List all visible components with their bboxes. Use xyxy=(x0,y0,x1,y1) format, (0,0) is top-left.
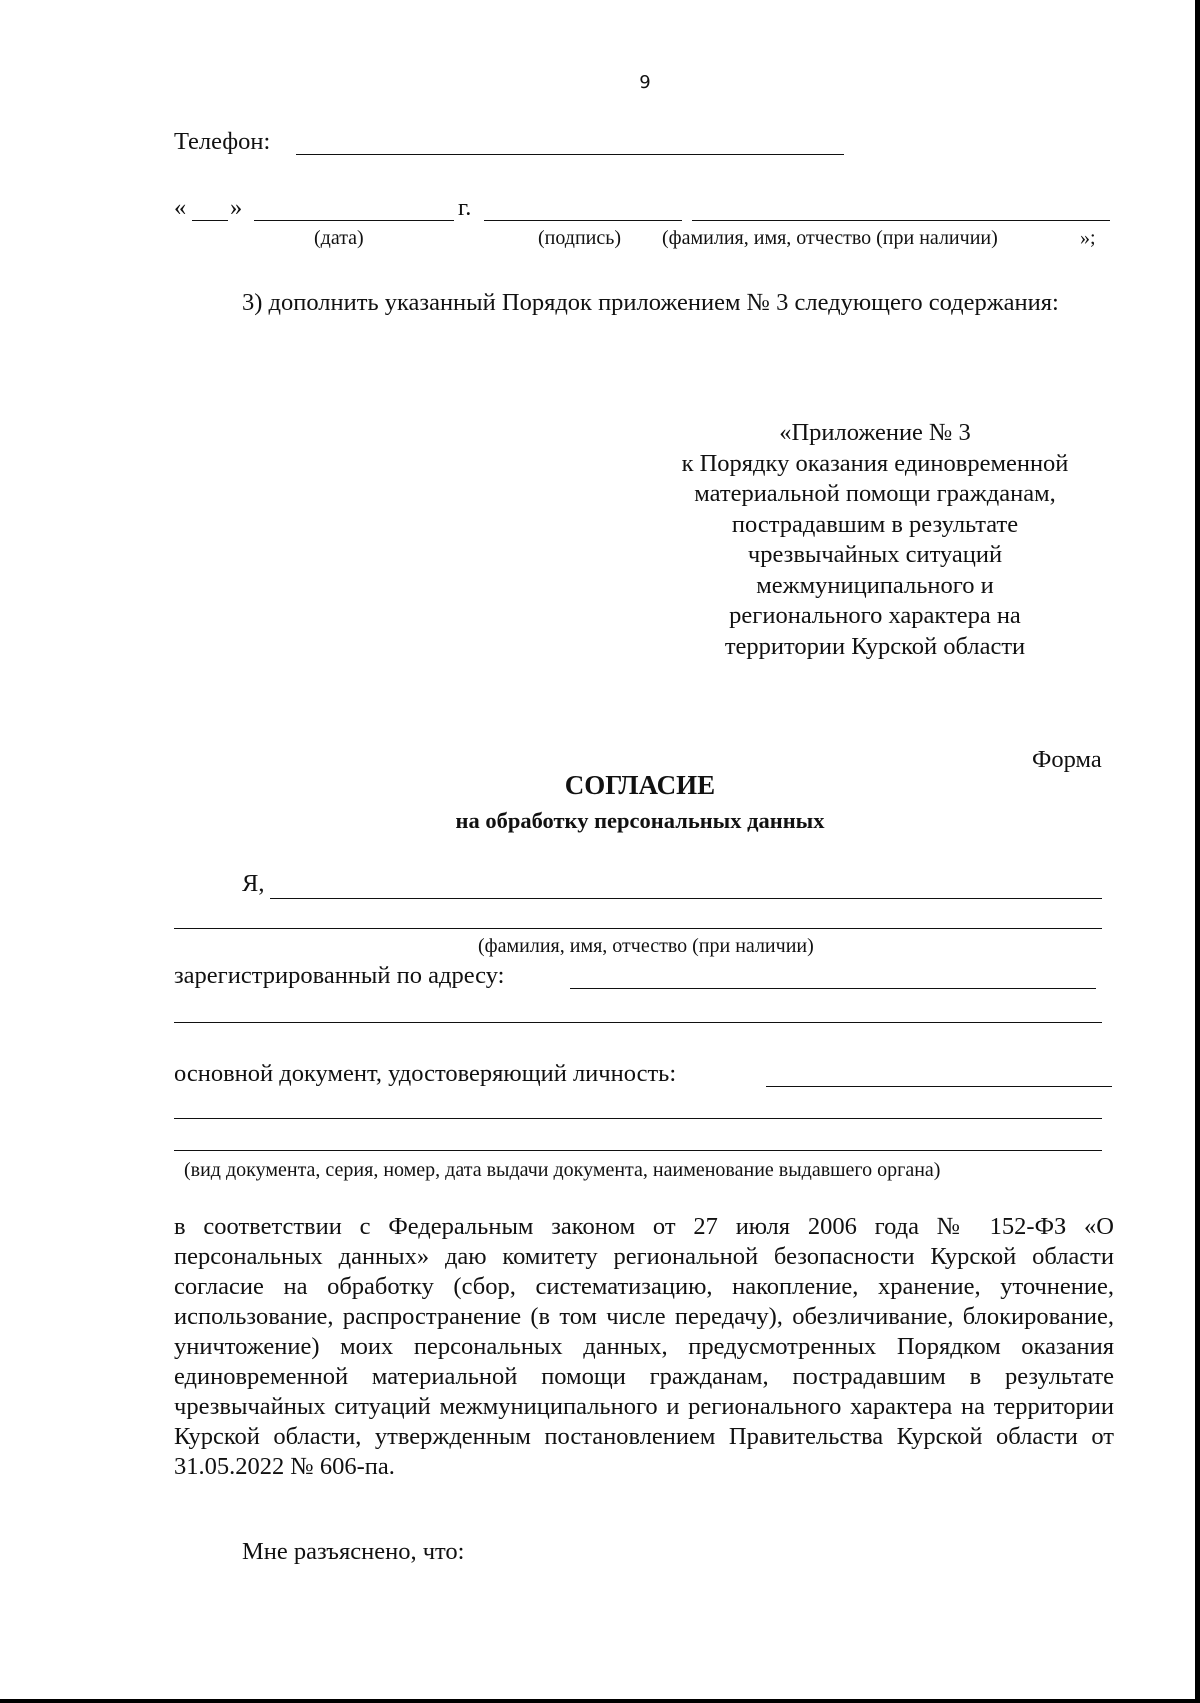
fullname-line-1[interactable] xyxy=(270,898,1102,899)
caption-document: (вид документа, серия, номер, дата выдачи документа, наименование выдавшего органа) xyxy=(184,1159,941,1181)
appendix-line: к Порядку оказания единовременной xyxy=(681,449,1069,477)
fullname-line-2[interactable] xyxy=(174,928,1102,929)
signature-input-line[interactable] xyxy=(484,220,682,221)
address-line-1[interactable] xyxy=(570,988,1096,989)
scan-border-bottom xyxy=(0,1699,1200,1703)
page-number: 9 xyxy=(639,72,651,93)
caption-end: »; xyxy=(1080,227,1096,249)
document-line-2[interactable] xyxy=(174,1118,1102,1119)
i-label: Я, xyxy=(242,870,265,897)
year-suffix: г. xyxy=(458,194,472,221)
caption-signature: (подпись) xyxy=(538,227,622,249)
form-title: СОГЛАСИЕ xyxy=(564,770,716,800)
appendix-line: территории Курской области xyxy=(724,632,1026,660)
form-label: Форма xyxy=(1032,746,1102,773)
address-line-2[interactable] xyxy=(174,1022,1102,1023)
appendix-line: межмуниципального и xyxy=(756,571,994,599)
appendix-line: чрезвычайных ситуаций xyxy=(747,541,1003,568)
date-close-quote: » xyxy=(230,194,243,221)
month-input-line[interactable] xyxy=(254,220,454,221)
caption-date: (дата) xyxy=(314,227,364,249)
day-input-line[interactable] xyxy=(192,220,228,221)
phone-input-line[interactable] xyxy=(296,154,844,155)
appendix-header xyxy=(640,418,1110,662)
phone-label: Телефон: xyxy=(174,128,271,155)
consent-paragraph: в соответствии с Федеральным законом от 27 июля 2006 года № 152-ФЗ «О персональных данных» даю комитету региональной безопасности Курской области согласие на обработку (сбор, систематизацию, накопление, хранение, уточнение, использование, распространение (в том числе передачу), обезличивание, блокирование, уничтожение) моих персональных данных, предусмотренных Порядком оказания единовременной материальной помощи гражданам, пострадавшим в результате чрезвычайных ситуаций межмуниципального и регионального характера на территории Курской области, утвержденным постановлением Правительства Курской области от 31.05.2022 № 606-па. xyxy=(174,1213,1114,1480)
caption-fullname: (фамилия, имя, отчество (при наличии) xyxy=(662,227,998,249)
amendment-paragraph: 3) дополнить указанный Порядок приложением № 3 следующего содержания: xyxy=(242,289,1059,316)
fullname-input-line[interactable] xyxy=(692,220,1110,221)
document-line-3[interactable] xyxy=(174,1150,1102,1151)
date-open-quote: « xyxy=(174,194,187,221)
appendix-line: пострадавшим в результате xyxy=(731,510,1019,538)
explained-text: Мне разъяснено, что: xyxy=(242,1538,465,1565)
document-label: основной документ, удостоверяющий личность: xyxy=(174,1060,677,1087)
scan-border-right xyxy=(1195,0,1200,1703)
form-subtitle: на обработку персональных данных xyxy=(455,808,825,833)
caption-fullname-form: (фамилия, имя, отчество (при наличии) xyxy=(478,935,814,957)
document-line-1[interactable] xyxy=(766,1086,1112,1087)
appendix-line: регионального характера на xyxy=(729,602,1021,629)
appendix-line: материальной помощи гражданам, xyxy=(694,480,1056,507)
appendix-line: «Приложение № 3 xyxy=(779,419,971,446)
address-label: зарегистрированный по адресу: xyxy=(174,962,505,989)
